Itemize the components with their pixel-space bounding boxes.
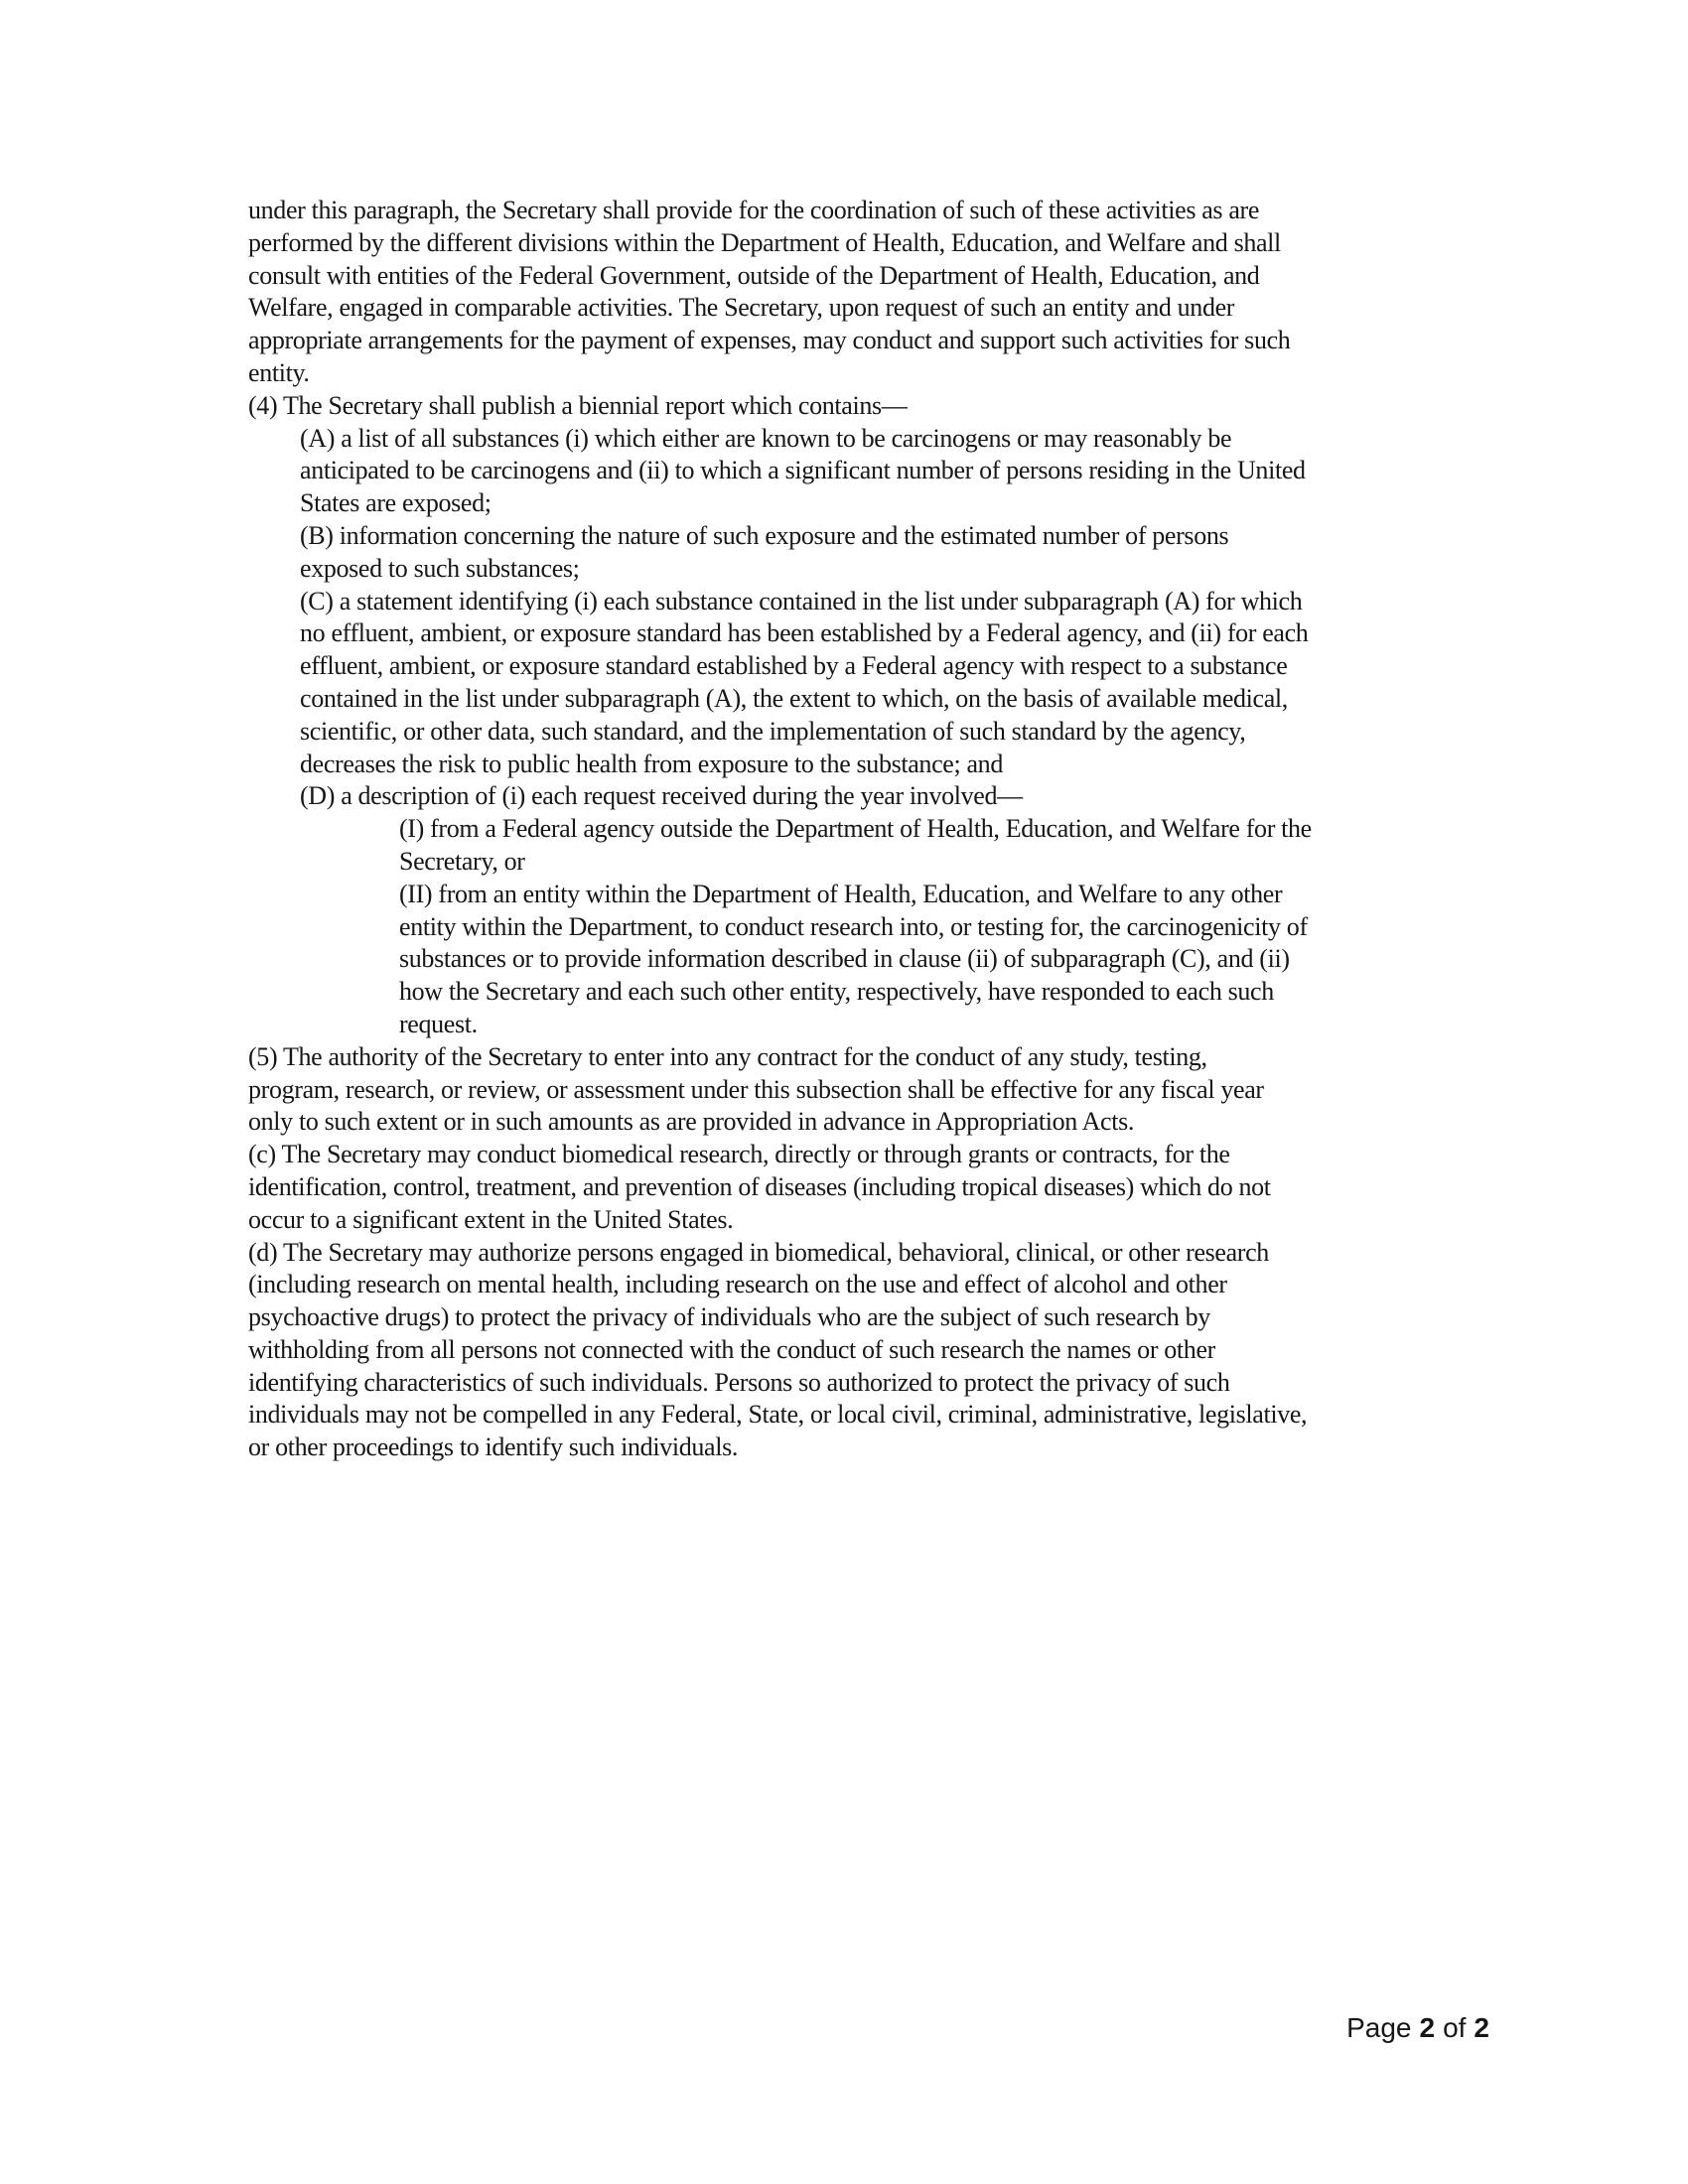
paragraph	[248, 390, 1489, 423]
text-line: (B) information concerning the nature of such exposure and the estimated number of persons	[300, 520, 1229, 550]
paragraph	[248, 195, 1489, 390]
document-body	[248, 195, 1489, 1464]
text-line: Welfare, engaged in comparable activities. The Secretary, upon request of such an entity and under	[248, 293, 1235, 323]
text-line: performed by the different divisions within the Department of Health, Education, and Welfare and shall	[248, 227, 1281, 257]
paragraph	[248, 423, 1489, 520]
text-line: (C) a statement identifying (i) each substance contained in the list under subparagraph (A) for which	[300, 586, 1303, 615]
text-line: States are exposed;	[300, 488, 492, 518]
text-line: substances or to provide information described in clause (ii) of subparagraph (C), and (ii)	[399, 944, 1290, 974]
text-line: (II) from an entity within the Department of Health, Education, and Welfare to any other	[399, 879, 1283, 908]
text-line: Secretary, or	[399, 846, 525, 876]
text-line: scientific, or other data, such standard, and the implementation of such standard by the agency,	[300, 716, 1246, 746]
text-line: psychoactive drugs) to protect the privacy of individuals who are the subject of such research by	[248, 1302, 1210, 1332]
text-line: or other proceedings to identify such individuals.	[248, 1433, 739, 1462]
text-line: effluent, ambient, or exposure standard established by a Federal agency with respect to a substance	[300, 651, 1288, 681]
paragraph	[248, 879, 1489, 1041]
paragraph	[248, 1041, 1489, 1139]
text-line: identifying characteristics of such individuals. Persons so authorized to protect the privacy of such	[248, 1367, 1230, 1397]
text-line: (A) a list of all substances (i) which either are known to be carcinogens or may reasonably be	[300, 423, 1232, 453]
text-line: (I) from a Federal agency outside the Department of Health, Education, and Welfare for the	[399, 814, 1312, 844]
text-line: (c) The Secretary may conduct biomedical research, directly or through grants or contracts, for the	[248, 1140, 1230, 1169]
text-line: identification, control, treatment, and prevention of diseases (including tropical diseases) which do not	[248, 1171, 1271, 1201]
paragraph	[248, 586, 1489, 781]
text-line: individuals may not be compelled in any Federal, State, or local civil, criminal, administrative, legislative,	[248, 1400, 1308, 1430]
text-line: (including research on mental health, including research on the use and effect of alcohol and other	[248, 1270, 1227, 1299]
text-line: decreases the risk to public health from exposure to the substance; and	[300, 749, 1003, 778]
text-line: (d) The Secretary may authorize persons engaged in biomedical, behavioral, clinical, or other research	[248, 1237, 1269, 1267]
text-line: appropriate arrangements for the payment of expenses, may conduct and support such activities for such	[248, 326, 1291, 355]
text-line: consult with entities of the Federal Government, outside of the Department of Health, Education, and	[248, 260, 1260, 290]
text-line: exposed to such substances;	[300, 553, 580, 583]
footer-page-word: Page	[1346, 2012, 1412, 2043]
text-line: anticipated to be carcinogens and (ii) to which a significant number of persons residing in the United	[300, 456, 1306, 485]
footer-current-page-number: 2	[1419, 2012, 1436, 2043]
paragraph	[248, 780, 1489, 813]
text-line: withholding from all persons not connected with the conduct of such research the names or other	[248, 1334, 1215, 1364]
footer-of-word: of	[1443, 2012, 1467, 2043]
paragraph	[248, 1237, 1489, 1465]
text-line: (D) a description of (i) each request received during the year involved—	[300, 781, 1023, 811]
text-line: contained in the list under subparagraph (A), the extent to which, on the basis of available medical,	[300, 683, 1288, 713]
text-line: program, research, or review, or assessment under this subsection shall be effective for any fiscal year	[248, 1074, 1264, 1104]
text-line: (4) The Secretary shall publish a biennial report which contains—	[248, 390, 908, 420]
text-line: how the Secretary and each such other entity, respectively, have responded to each such	[399, 977, 1274, 1007]
page-footer	[1346, 2011, 1489, 2045]
paragraph	[248, 520, 1489, 586]
text-line: entity.	[248, 357, 310, 387]
text-line: no effluent, ambient, or exposure standard has been established by a Federal agency, and (ii) for each	[300, 618, 1309, 648]
footer-total-pages-number: 2	[1474, 2012, 1489, 2043]
paragraph	[248, 1139, 1489, 1236]
text-line: under this paragraph, the Secretary shall provide for the coordination of such of these activities as are	[248, 196, 1260, 224]
text-line: occur to a significant extent in the United States.	[248, 1204, 734, 1234]
text-line: entity within the Department, to conduct research into, or testing for, the carcinogenicity of	[399, 911, 1308, 941]
paragraph	[248, 813, 1489, 879]
text-line: (5) The authority of the Secretary to enter into any contract for the conduct of any study, testing,	[248, 1041, 1207, 1071]
text-line: only to such extent or in such amounts as are provided in advance in Appropriation Acts.	[248, 1107, 1134, 1137]
text-line: request.	[399, 1009, 478, 1038]
